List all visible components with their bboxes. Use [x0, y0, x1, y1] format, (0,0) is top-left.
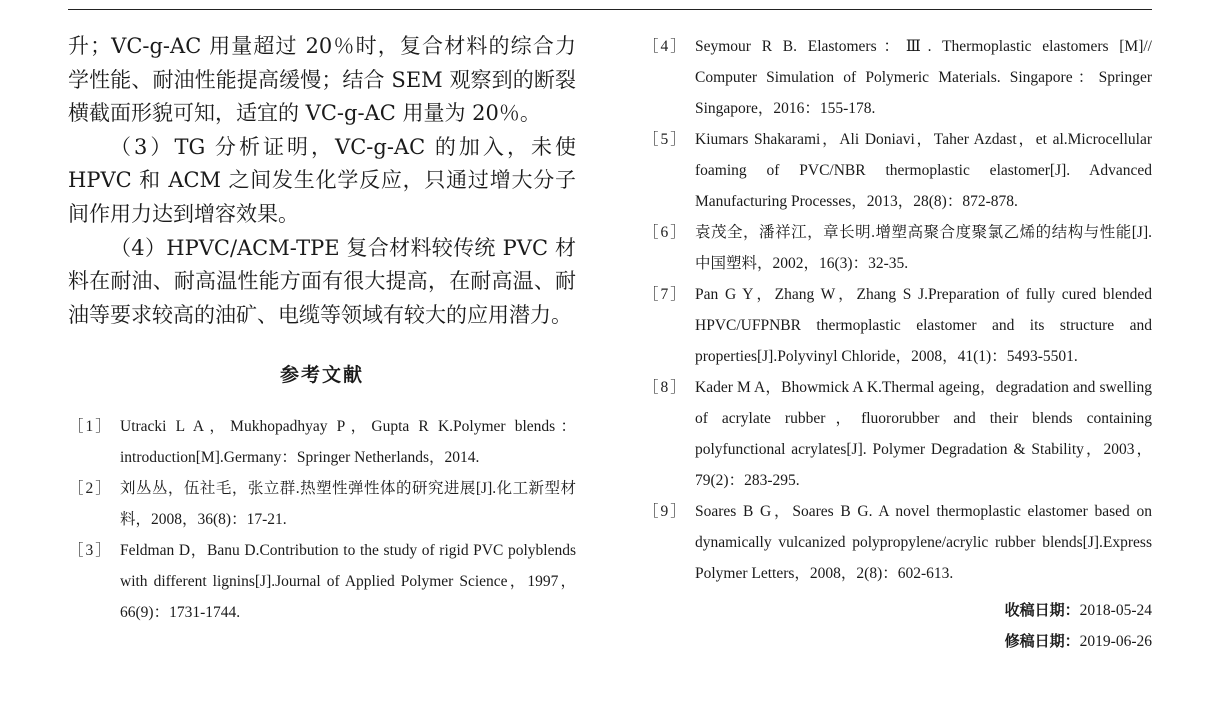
reference-number: ［2］: [68, 480, 113, 498]
conclusion-paragraph: （4）HPVC/ACM-TPE 复合材料较传统 PVC 材料在耐油、耐高温性能方面有很大提高，在耐高温、耐油等要求较高的油矿、电缆等领域有较大的应用潜力。: [68, 235, 576, 327]
reference-text: Pan G Y，Zhang W，Zhang S J.Preparation of fully cured blended HPVC/UFPNBR thermoplastic elastomer and its structure and properties[J].Polyvinyl Chloride，2008，41(1)：5493-5501.: [695, 286, 1152, 365]
received-date-label: 收稿日期：: [1004, 601, 1080, 619]
reference-number: ［9］: [643, 503, 688, 520]
reference-number: ［4］: [643, 38, 688, 55]
left-column: [68, 30, 576, 628]
reference-item: [643, 279, 1152, 372]
reference-text: Feldman D，Banu D.Contribution to the study of rigid PVC polyblends with different lignins[J].Journal of Applied Polymer Science，1997，66(9)：1731-1744.: [120, 542, 576, 622]
revised-date-value: 2019-06-26: [1079, 633, 1152, 650]
reference-item: [643, 31, 1152, 124]
conclusion-paragraph: （3）TG 分析证明，VC-g-AC 的加入，未使 HPVC 和 ACM 之间发生化学反应，只通过增大分子间作用力达到增容效果。: [68, 134, 576, 226]
revised-date-label: 修稿日期：: [1004, 632, 1080, 650]
reference-number: ［6］: [643, 224, 688, 241]
reference-number: ［8］: [643, 379, 688, 396]
reference-item: [68, 473, 576, 535]
manuscript-dates: [643, 595, 1152, 657]
reference-item: [643, 372, 1152, 496]
right-column: [643, 31, 1152, 657]
reference-text: Kiumars Shakarami，Ali Doniavi，Taher Azdast，et al.Microcellular foaming of PVC/NBR thermoplastic elastomer[J]. Advanced Manufacturing Processes，2013，28(8)：872-878.: [695, 131, 1152, 210]
reference-text: 袁茂全，潘祥江，章长明.增塑高聚合度聚氯乙烯的结构与性能[J].中国塑料，2002，16(3)：32-35.: [695, 224, 1152, 272]
reference-number: ［1］: [68, 418, 113, 436]
revised-date-line: [643, 626, 1152, 657]
reference-text: Utracki L A，Mukhopadhyay P，Gupta R K.Polymer blends：introduction[M].Germany：Springer Netherlands，2014.: [120, 418, 576, 467]
conclusion-paragraph: 升；VC-g-AC 用量超过 20％时，复合材料的综合力学性能、耐油性能提高缓慢；结合 SEM 观察到的断裂横截面形貌可知，适宜的 VC-g-AC 用量为 20％。: [68, 34, 576, 126]
top-rule: [68, 9, 1152, 10]
reference-number: ［5］: [643, 131, 688, 148]
reference-item: [643, 496, 1152, 589]
reference-number: ［3］: [68, 542, 113, 560]
received-date-value: 2018-05-24: [1079, 602, 1152, 619]
reference-text: Seymour R B. Elastomers：Ⅲ. Thermoplastic elastomers [M]// Computer Simulation of Polymeric Materials. Singapore：Springer Singapore，2016：155-178.: [695, 38, 1152, 117]
reference-item: [643, 124, 1152, 217]
reference-item: [643, 217, 1152, 279]
reference-text: Kader M A，Bhowmick A K.Thermal ageing，degradation and swelling of acrylate rubber，fluororubber and their blends containing polyfunctional acrylates[J]. Polymer Degradation & Stability，2003，79(2)：283-295.: [695, 379, 1152, 489]
received-date-line: [643, 595, 1152, 626]
reference-item: [68, 411, 576, 473]
reference-number: ［7］: [643, 286, 688, 303]
references-heading: 参考文献: [279, 364, 364, 387]
reference-text: 刘丛丛，伍社毛，张立群.热塑性弹性体的研究进展[J].化工新型材料，2008，36(8)：17-21.: [120, 480, 576, 529]
reference-text: Soares B G，Soares B G. A novel thermoplastic elastomer based on dynamically vulcanized polypropylene/acrylic rubber blends[J].Express Polymer Letters，2008，2(8)：602-613.: [695, 503, 1152, 582]
reference-item: [68, 535, 576, 628]
